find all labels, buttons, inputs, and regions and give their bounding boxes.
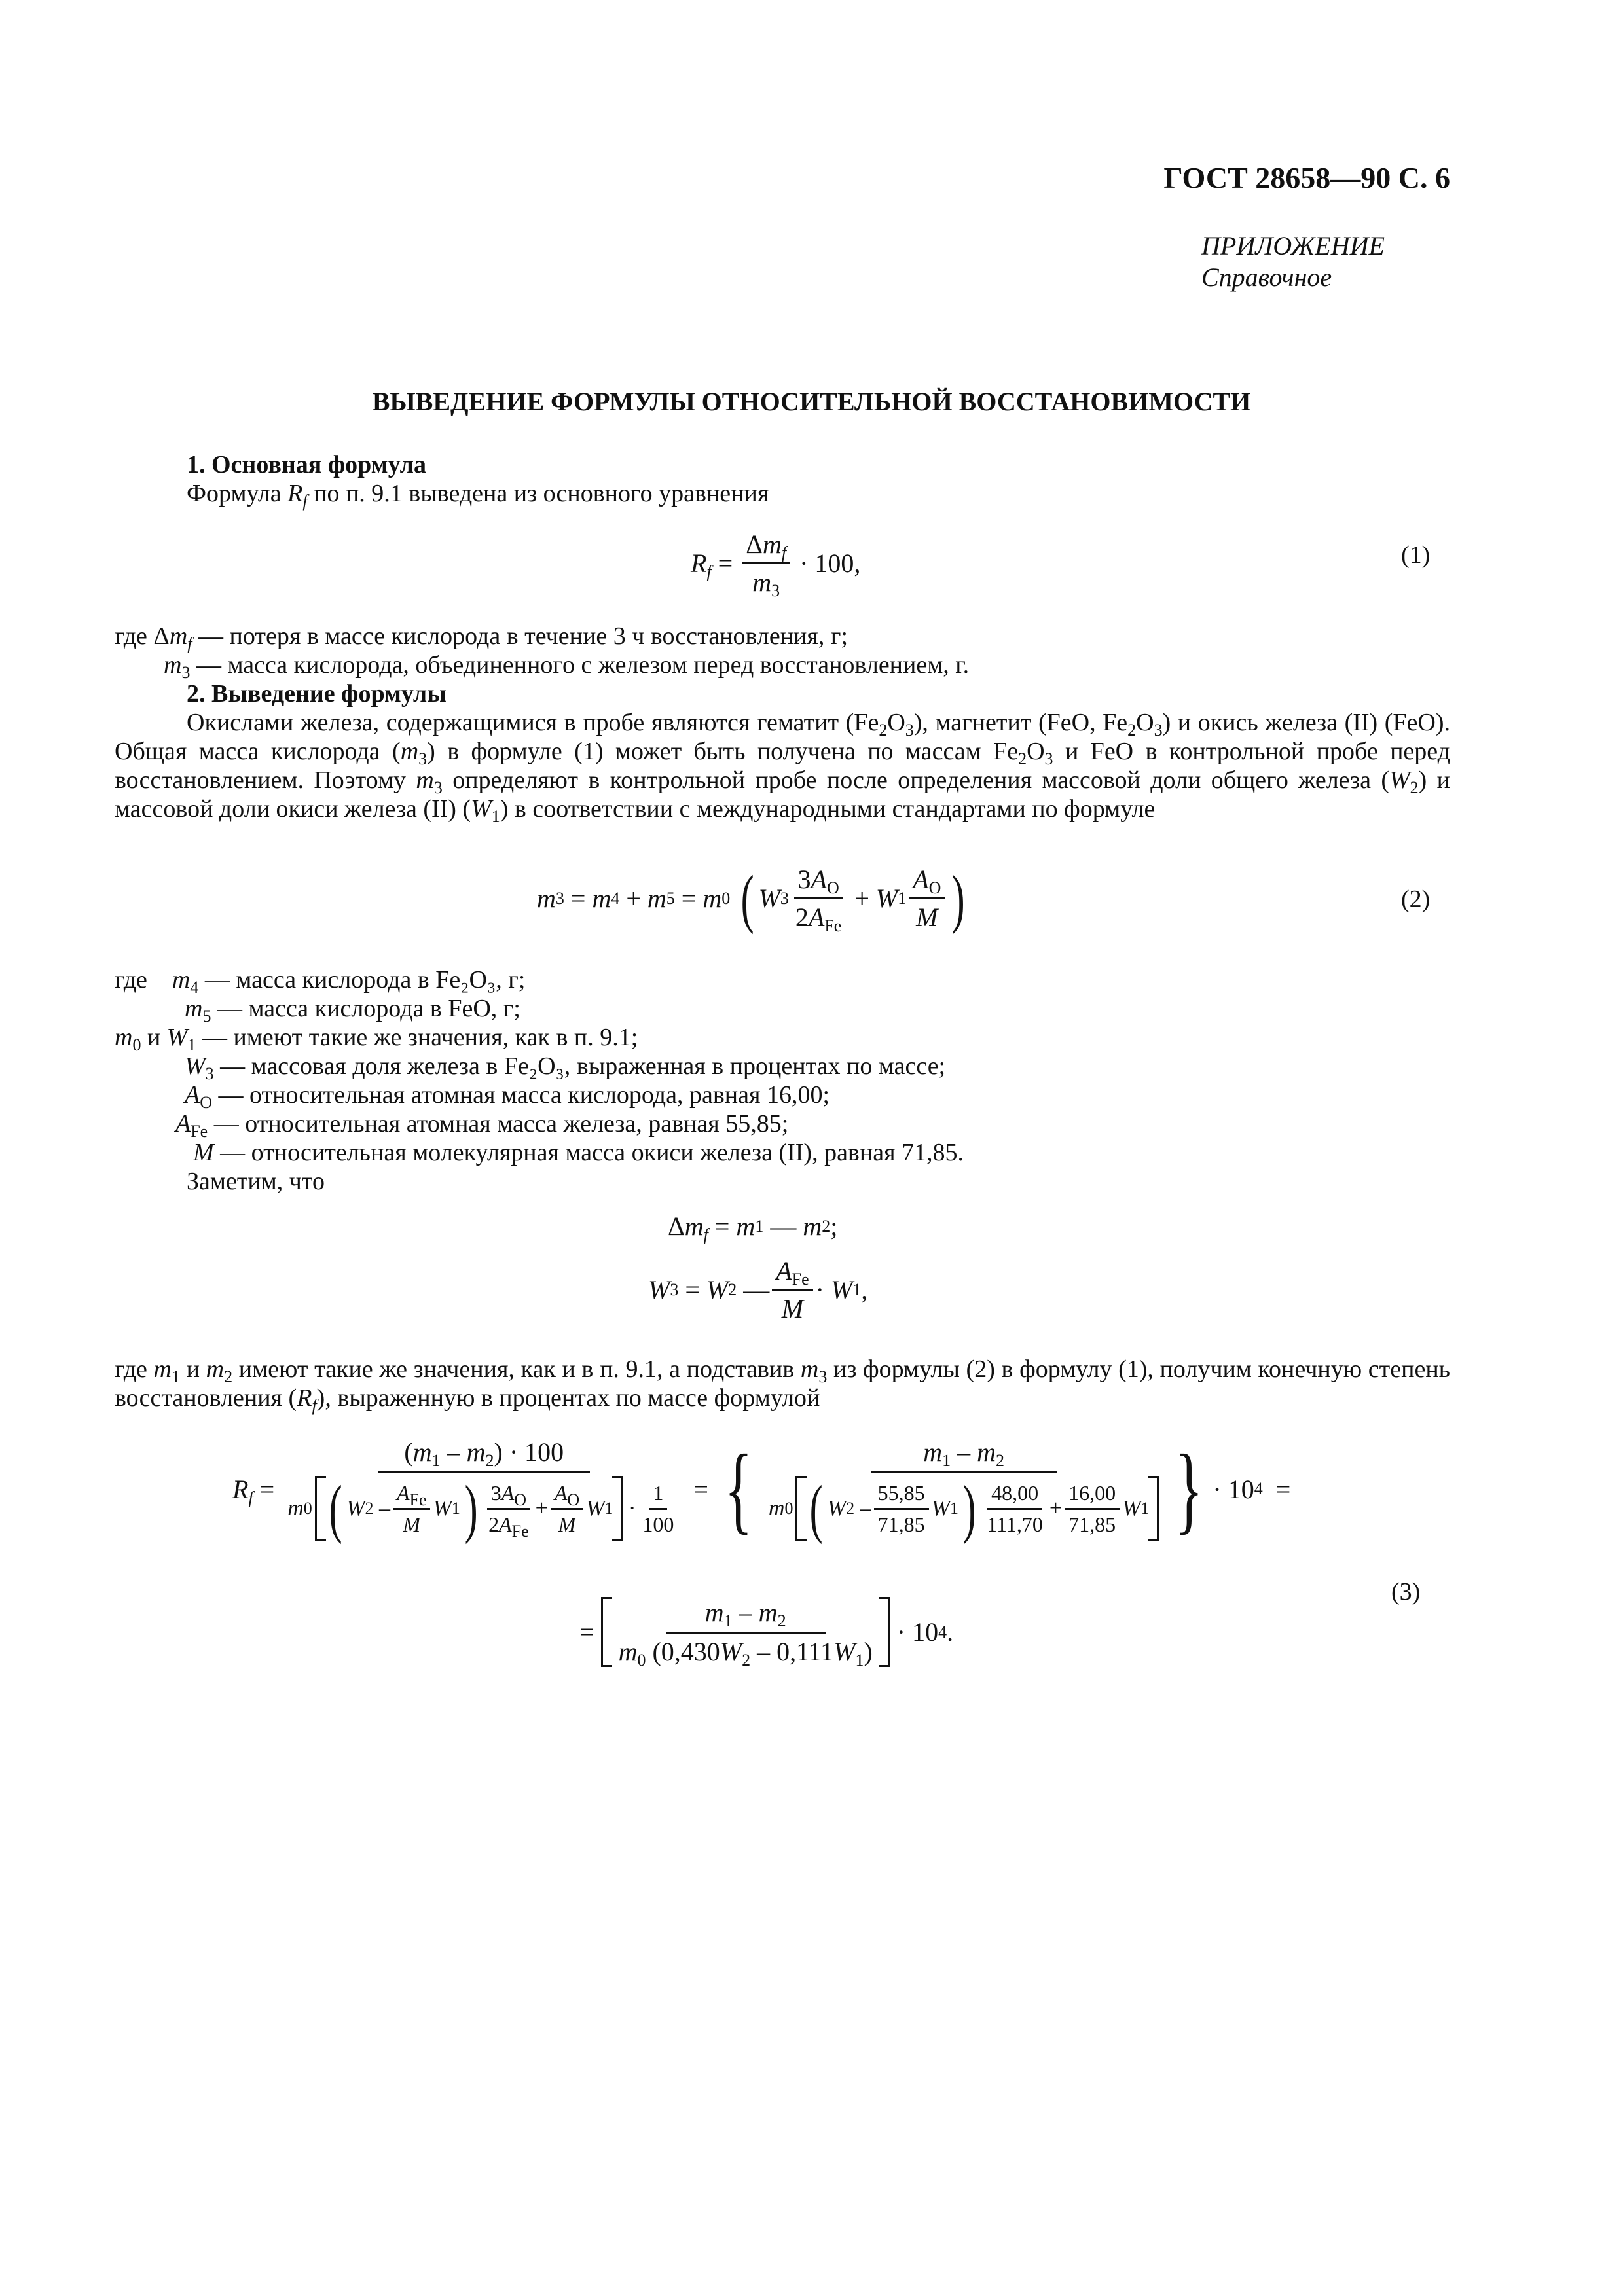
equation-3-number: (3) xyxy=(1391,1578,1421,1605)
def-m: M — относительная молекулярная масса окиси железа (II), равная 71,85. xyxy=(193,1139,964,1166)
def-m0-w1: $m_0$ и $W_1$ — имеют такие же значения, как в п. 9.1; xyxy=(115,1024,638,1054)
def-m5: $m_5$ — масса кислорода в FeO, г; xyxy=(185,995,520,1026)
section-2-paragraph: Окислами железа, содержащимися в пробе являются гематит $(Fe_2O_3)$, магнетит (FeO, $Fe_2O_3$) и окись железа (II) (FeO). Общая масса кислорода $(m_3)$ в формуле (1) может быть получена по массам $Fe_2O_3$ и FeO в контрольной пробе перед восстановлением. Поэтому $m_3$ определяют в контрольной пробе после определения массовой доли общего железа $(W_2)$ и массовой доли окиси железа (II) $(W_1)$ в соответствии с международными стандартами по формуле xyxy=(115,709,1451,826)
equation-w3: W 3 = W 2 — $\frac{A_{Fe}}{M}$ · W 1 , xyxy=(648,1256,868,1323)
page-title: ВЫВЕДЕНИЕ ФОРМУЛЫ ОТНОСИТЕЛЬНОЙ ВОССТАНОВИМОСТИ xyxy=(372,387,1251,416)
note-text: Заметим, что xyxy=(187,1168,325,1195)
equation-2: m 3 = m 4 + m 5 = m 0 ( W 3 $\frac{3A_O}{2A_{Fe}}$ + W 1 $\frac{A_O}{M}$ ) xyxy=(537,861,966,935)
section-1-intro: Формула $R_f$ по п. 9.1 выведена из основного уравнения xyxy=(187,480,769,511)
equation-2-number: (2) xyxy=(1401,886,1431,913)
equation-1-number: (1) xyxy=(1401,541,1431,569)
equation-delta-m: Δ $m_f$ = m 1 — m 2 ; xyxy=(668,1211,838,1244)
section-2-heading: 2. Выведение формулы xyxy=(187,680,447,708)
appendix-type: Справочное xyxy=(1201,262,1332,292)
def-afe: $A_{Fe}$ — относительная атомная масса железа, равная 55,85; xyxy=(175,1110,789,1141)
paragraph-substitution: где $m_1$ и $m_2$ имеют такие же значения, как и в п. 9.1, а подставив $m_3$ из формулы (2) в формулу (1), получим конечную степень восстановления $(R_f)$, выраженную в процентах по массе формулой xyxy=(115,1355,1450,1415)
where-m3: $m_3$ — масса кислорода, объединенного с железом перед восстановлением, г. xyxy=(164,651,970,682)
section-1-heading: 1. Основная формула xyxy=(187,451,426,478)
appendix-label xyxy=(1201,230,1385,293)
equation-1: $R_f$ = $\frac{\Delta m_f}{m_3}$ · 100, xyxy=(691,529,861,600)
equation-3-line-1: $R_f$ = $(m_1 - m_2) \cdot 100$ m 0 ( W 2 – $\frac{A_{Fe}}{M}$ W 1 ) $\frac{3A_O}{2A_{Fe}}$ + $\frac{A_O}{M}$ W 1 · $\frac{1}{100}$ = { $m_1 - m_2$ m 0 ( W 2 – $\frac{55,85}{71,85}$ W 1 ) $\frac{48,00}{111,70}$ + $\frac{16,00}{71,85}$ W 1 } · 10 4 = xyxy=(232,1435,1291,1545)
def-m4: где $m_4$ — масса кислорода в Fe₂O₃, г; xyxy=(115,966,526,997)
intro-text-b: по п. 9.1 выведена из основного уравнения xyxy=(307,480,769,507)
equation-3-line-2: = $\frac{m_1 - m_2}{m_0 (0,430W_2 - 0,111W_1)}$ · 10 4 . xyxy=(579,1598,954,1670)
intro-text-a: Формула xyxy=(187,480,288,507)
document-reference: ГОСТ 28658—90 С. 6 xyxy=(1163,161,1450,194)
def-ao: $A_O$ — относительная атомная масса кислорода, равная 16,00; xyxy=(185,1081,830,1112)
def-w3: $W_3$ — массовая доля железа в Fe₂O₃, выраженная в процентах по массе; xyxy=(185,1052,946,1083)
where-delta-m: где $\Delta m_f$ — потеря в массе кислорода в течение 3 ч восстановления, г; xyxy=(115,622,848,653)
appendix-title: ПРИЛОЖЕНИЕ xyxy=(1201,231,1385,260)
